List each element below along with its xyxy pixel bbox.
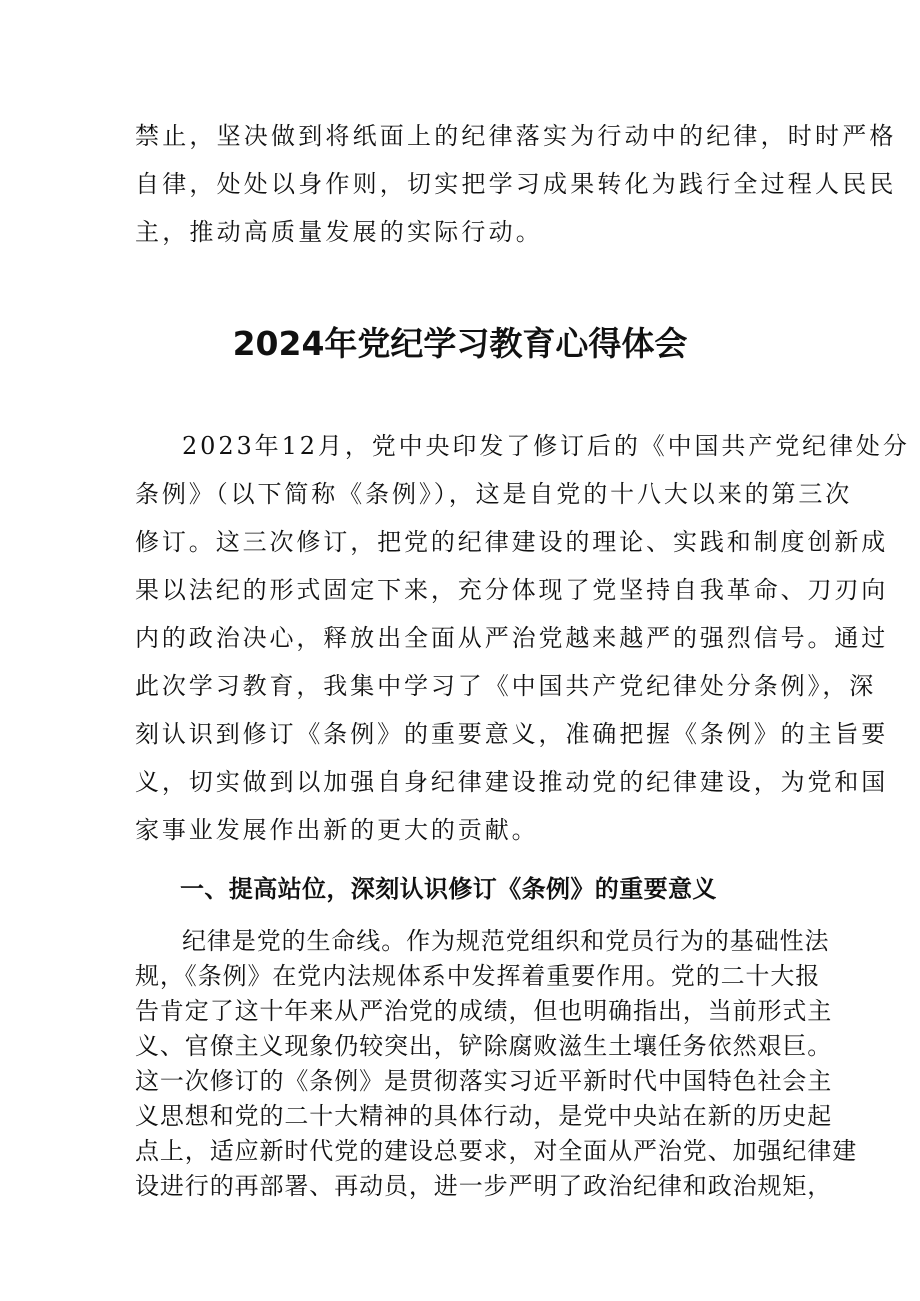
paragraph-line: 自律，处处以身作则，切实把学习成果转化为践行全过程人民民 [135,170,897,198]
document-title: 2024年党纪学习教育心得体会 [232,324,688,363]
paragraph-line: 义思想和党的二十大精神的具体行动，是党中央站在新的历史起 [135,1102,833,1130]
paragraph-line: 刻认识到修订《条例》的重要意义，准确把握《条例》的主旨要 [135,720,889,748]
paragraph-line: 此次学习教育，我集中学习了《中国共产党纪律处分条例》，深 [135,672,877,700]
paragraph-line: 义、官僚主义现象仍较突出，铲除腐败滋生土壤任务依然艰巨。 [135,1032,833,1060]
paragraph-line: 设进行的再部署、再动员，进一步严明了政治纪律和政治规矩， [135,1172,833,1200]
paragraph-line: 修订。这三次修订，把党的纪律建设的理论、实践和制度创新成 [135,528,889,556]
paragraph-line: 告肯定了这十年来从严治党的成绩，但也明确指出，当前形式主 [135,997,833,1025]
paragraph-line: 内的政治决心，释放出全面从严治党越来越严的强烈信号。通过 [135,624,889,652]
paragraph-line: 条例》（以下简称《条例》），这是自党的十八大以来的第三次 [135,480,853,508]
paragraph-line: 规，《条例》在党内法规体系中发挥着重要作用。党的二十大报 [135,962,821,990]
paragraph-line: 纪律是党的生命线。作为规范党组织和党员行为的基础性法 [182,927,830,955]
paragraph-line: 2023年12月，党中央印发了修订后的《中国共产党纪律处分 [182,432,910,460]
section-heading: 一、提高站位，深刻认识修订《条例》的重要意义 [180,875,717,903]
paragraph-line: 禁止，坚决做到将纸面上的纪律落实为行动中的纪律，时时严格 [135,122,897,150]
paragraph-line: 果以法纪的形式固定下来，充分体现了党坚持自我革命、刀刃向 [135,576,889,604]
paragraph-line: 家事业发展作出新的更大的贡献。 [135,816,539,844]
paragraph-line: 义，切实做到以加强自身纪律建设推动党的纪律建设，为党和国 [135,768,889,796]
paragraph-line: 点上，适应新时代党的建设总要求，对全面从严治党、加强纪律建 [135,1137,858,1165]
paragraph-line: 主，推动高质量发展的实际行动。 [135,218,543,246]
paragraph-line: 这一次修订的《条例》是贯彻落实习近平新时代中国特色社会主 [135,1067,833,1095]
